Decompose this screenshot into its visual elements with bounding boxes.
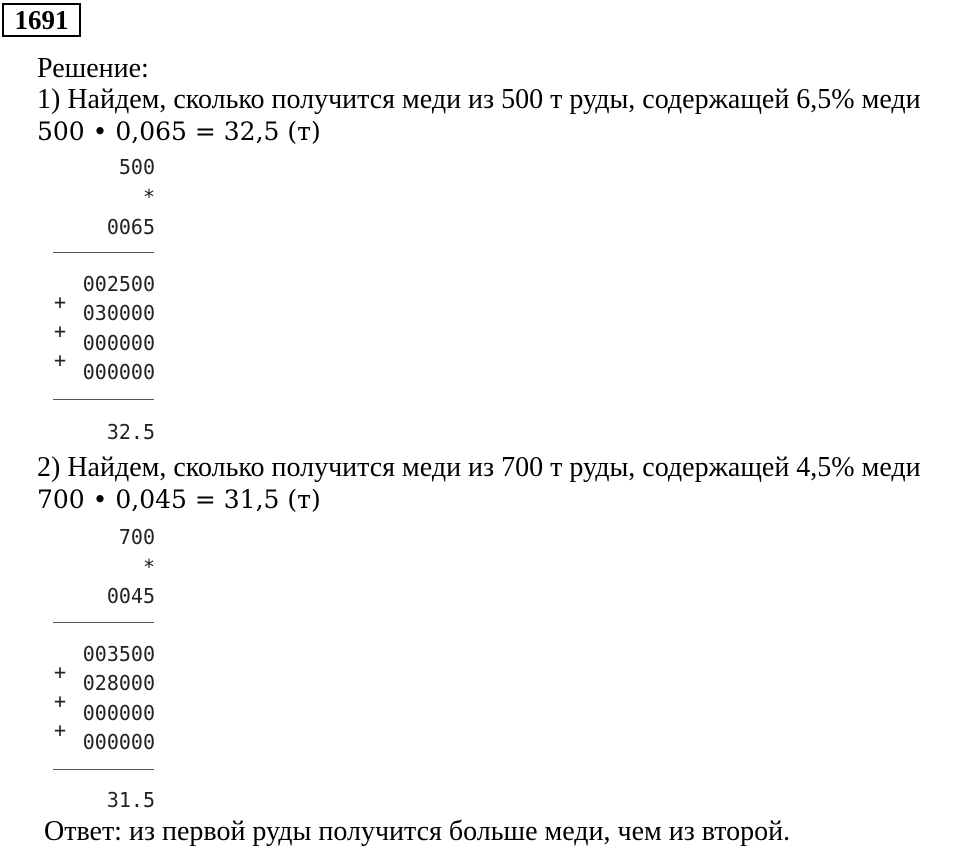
- step-1-equation: 500 • 0,065 = 32,5 (т): [37, 117, 321, 146]
- step-1-operator: *: [142, 185, 155, 209]
- step-1-partial-3: 000000: [82, 331, 155, 355]
- step-2-partial-2: 028000: [82, 671, 155, 695]
- answer-text: Ответ: из первой руды получится больше меди, чем из второй.: [44, 816, 791, 847]
- step-2-partial-1: 003500: [82, 642, 155, 666]
- step-1-plus-1: +: [54, 290, 67, 314]
- step-1-multiplier: 0065: [106, 215, 155, 239]
- step-1-rule-top: [53, 252, 154, 253]
- step-2-plus-3: +: [54, 718, 67, 742]
- step-2-rule-bottom: [53, 769, 154, 770]
- step-1-partial-4: 000000: [82, 360, 155, 384]
- step-1-partial-1: 002500: [82, 272, 155, 296]
- step-1-result: 32.5: [106, 420, 155, 444]
- step-2-result: 31.5: [106, 788, 155, 812]
- step-2-partial-4: 000000: [82, 730, 155, 754]
- solution-label: Решение:: [37, 53, 149, 84]
- step-2-multiplicand: 700: [118, 525, 155, 549]
- step-2-heading: 2) Найдем, сколько получится меди из 700 т руды, содержащей 4,5% меди: [37, 452, 921, 483]
- step-1-heading: 1) Найдем, сколько получится меди из 500 т руды, содержащей 6,5% меди: [37, 84, 921, 115]
- problem-number: 1691: [2, 3, 81, 37]
- step-1-plus-3: +: [54, 348, 67, 372]
- step-1-multiplicand: 500: [118, 155, 155, 179]
- step-1-rule-bottom: [53, 399, 154, 400]
- step-2-multiplier: 0045: [106, 584, 155, 608]
- step-2-operator: *: [142, 555, 155, 579]
- step-2-plus-1: +: [54, 660, 67, 684]
- step-1-partial-2: 030000: [82, 301, 155, 325]
- step-2-rule-top: [53, 622, 154, 623]
- step-2-partial-3: 000000: [82, 701, 155, 725]
- step-1-plus-2: +: [54, 319, 67, 343]
- step-2-plus-2: +: [54, 689, 67, 713]
- step-2-equation: 700 • 0,045 = 31,5 (т): [37, 485, 321, 514]
